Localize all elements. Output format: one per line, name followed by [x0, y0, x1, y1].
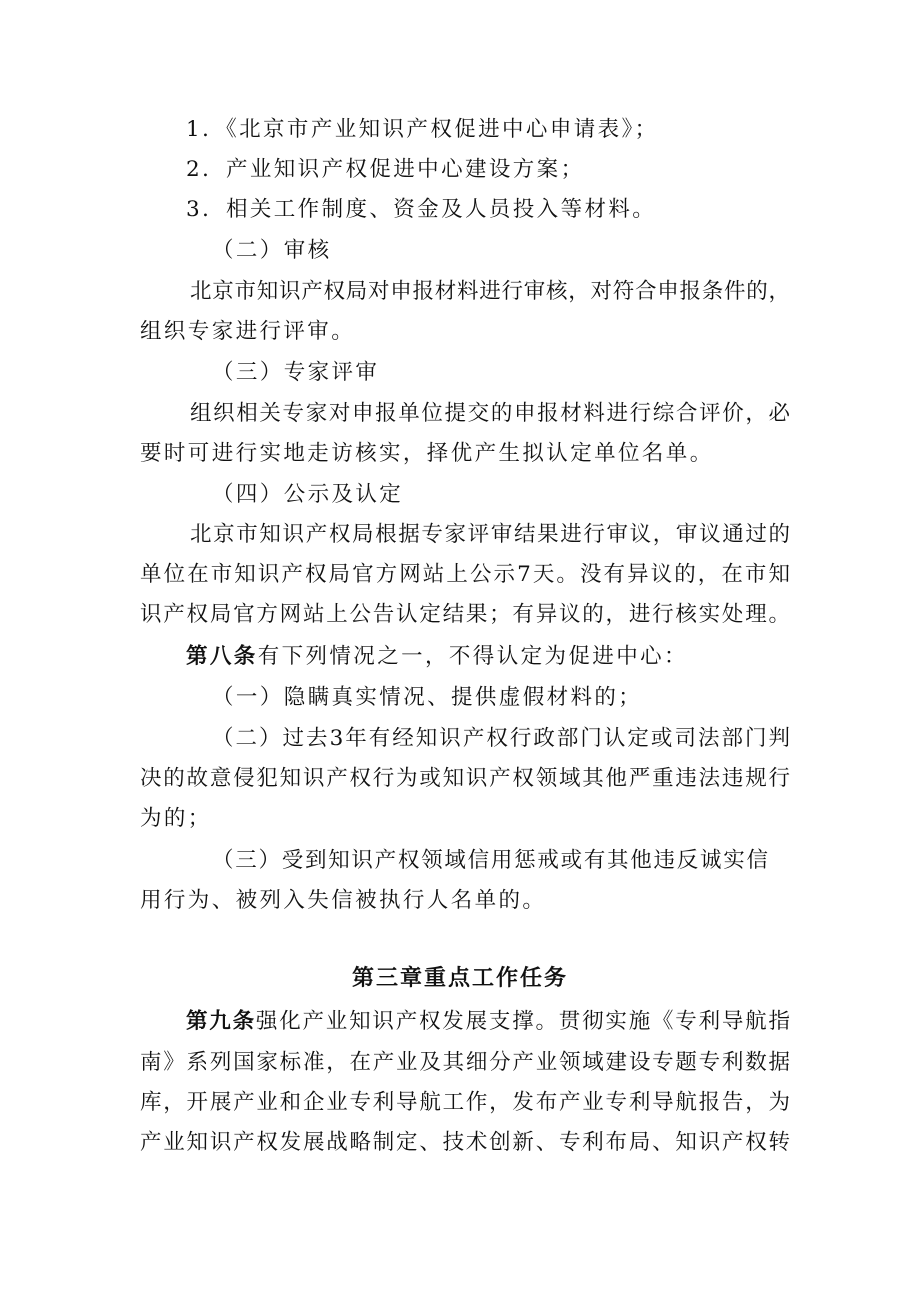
- paragraph-line: 北京市知识产权局根据专家评审结果进行审议，审议通过的: [190, 522, 790, 547]
- paragraph-line: 用行为、被列入失信被执行人名单的。: [140, 888, 547, 913]
- section-heading-review: （二）审核: [212, 238, 332, 263]
- paragraph-line: 组织专家进行评审。: [140, 319, 356, 344]
- paragraph-line: 要时可进行实地走访核实，择优产生拟认定单位名单。: [140, 441, 714, 466]
- paragraph-line: 组织相关专家对申报单位提交的申报材料进行综合评价，必: [190, 401, 790, 426]
- article-9-text: 强化产业知识产权发展支撑。贯彻实施《专利导航指: [255, 1009, 790, 1034]
- paragraph-line: 库，开展产业和企业专利导航工作，发布产业专利导航报告，为: [140, 1090, 790, 1115]
- paragraph-line: 产业知识产权发展战略制定、技术创新、专利布局、知识产权转: [140, 1130, 790, 1155]
- article-8-item-1: （一）隐瞒真实情况、提供虚假材料的；: [212, 685, 643, 710]
- list-item-2: 2．产业知识产权促进中心建设方案；: [186, 157, 585, 182]
- article-8-item-3: （三）受到知识产权领域信用惩戒或有其他违反诚实信: [212, 848, 768, 873]
- paragraph-line: 决的故意侵犯知识产权行为或知识产权领域其他严重违法违规行: [140, 766, 790, 791]
- list-item-3: 3．相关工作制度、资金及人员投入等材料。: [186, 197, 657, 222]
- article-9-line: [186, 1007, 790, 1037]
- paragraph-line: 北京市知识产权局对申报材料进行审核，对符合申报条件的，: [190, 279, 790, 304]
- article-9-label: 第九条: [186, 1009, 256, 1034]
- paragraph-line: 识产权局官方网站上公告认定结果；有异议的，进行核实处理。: [140, 602, 790, 627]
- article-8-item-2: （二）过去3年有经知识产权行政部门认定或司法部门判: [212, 726, 790, 751]
- article-8-text: 有下列情况之一，不得认定为促进中心：: [257, 644, 688, 669]
- section-heading-expert-review: （三）专家评审: [212, 360, 380, 385]
- chapter-title: 第三章重点工作任务: [351, 966, 568, 991]
- paragraph-line: 南》系列国家标准，在产业及其细分产业领域建设专题专利数据: [140, 1050, 790, 1075]
- list-item-1: 1．《北京市产业知识产权促进中心申请表》；: [186, 117, 659, 142]
- section-heading-publicity: （四）公示及认定: [212, 482, 404, 507]
- article-8-line: [186, 642, 836, 672]
- article-8-label: 第八条: [186, 644, 258, 669]
- paragraph-line: 单位在市知识产权局官方网站上公示7天。没有异议的，在市知: [140, 562, 790, 587]
- paragraph-line: 为的；: [140, 806, 212, 831]
